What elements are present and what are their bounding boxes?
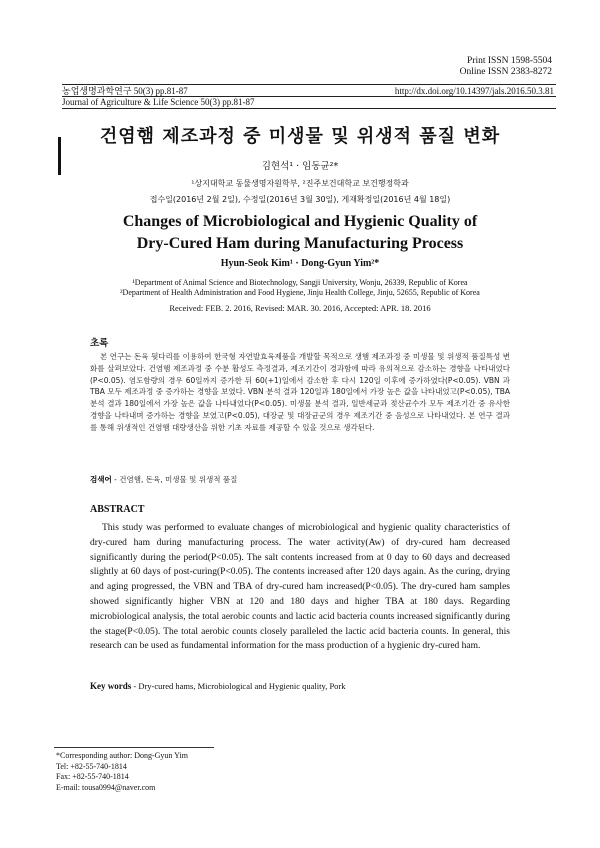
header-rule-middle xyxy=(62,96,556,97)
korean-dates: 접수일(2016년 2월 2일), 수정일(2016년 3월 30일), 게재확정일(2016년 4월 18일) xyxy=(149,195,451,204)
korean-abstract-heading: 초록 xyxy=(90,338,109,349)
footnote xyxy=(56,751,188,793)
email[interactable]: E-mail: tousa0994@naver.com xyxy=(56,782,156,792)
english-affiliation-2: ²Department of Health Administration and Food Hygiene, Jinju Health College, Jinju, 52655, Republic of Korea xyxy=(120,288,480,297)
header-rule-top xyxy=(62,84,556,85)
korean-affiliations: ¹상지대학교 동물생명자원학부, ²진주보건대학교 보건행정학과 xyxy=(191,179,409,188)
korean-abstract: 본 연구는 돈육 뒷다리를 이용하여 한국형 자연발효육제품을 개발할 목적으로 생햄 제조과정 중 미생물 및 위생적 품질특성 변화를 살펴보았다. 건염햄 제조과정 중 수분 활성도 측정결과, 제조기간이 경과함에 따라 유의적으로 감소하는 경향을 나타내었다(P<0.05). 염도함량의 경우 60일까지 증가한 뒤 60(+1)일에서 감소한 후 다시 120일 이후에 증가하였다(P<0.05). VBN 과 TBA 모두 제조과정 중 증가하는 경향을 보였다. VBN 분석 결과 120일과 180일에서 가장 높은 값을 나타내었고(P<0.05), TBA 분석 결과 180일에서 가장 높은 값을 나타내었다(P<0.05). 미생물 분석 결과, 일반세균과 젖산균수가 모두 제조기간 중 유사한 경향을 나타내며 증가하는 경향을 보였고(P<0.05), 대장균 및 대장균군의 경우 제조기간 중 음성으로 나타내었다. 본 연구 결과를 통해 위생적인 건염햄 대량생산을 위한 기초 자료를 제공할 수 있을 것으로 생각된다. xyxy=(90,352,510,432)
english-affiliations xyxy=(0,278,600,298)
fax: Fax: +82-55-740-1814 xyxy=(56,772,129,781)
english-keywords-label: Key words xyxy=(90,681,132,691)
journal-citation xyxy=(62,86,254,108)
korean-keywords-text: - 건염햄, 돈육, 미생물 및 위생적 품질 xyxy=(114,475,238,484)
english-authors: Hyun-Seok Kim¹ · Dong-Gyun Yim²* xyxy=(220,258,380,269)
english-abstract: This study was performed to evaluate changes of microbiological and hygienic quality characteristics of dry-cured ham during manufacturing process. The water activity(Aw) of dry-cured ham decreased significantly during the period(P<0.05). The salt contents increased from at 0 day to 60 days and decreased slightly at 60 days of post-curing(P<0.05). The contents increased after 120 days again. As the curing, drying and aging progressed, the VBN and TBA of dry-cured ham increased(P<0.05). The dry-cured ham samples showed significantly higher VBN at 120 and 180 days and higher TBA at 180 days. Regarding microbiological analysis, the total aerobic counts and lactic acid bacteria counts increased significantly during the stage(P<0.05). The total aerobic counts closely paralleled the lactic acid bacteria counts. In general, this research can be used as fundamental information for the mass production of a hygienic dry-cured ham. xyxy=(90,523,510,652)
korean-title: 건염햄 제조과정 중 미생물 및 위생적 품질 변화 xyxy=(99,126,501,147)
print-issn: Print ISSN 1598-5504 xyxy=(467,56,552,66)
english-title-line2: Dry-Cured Ham during Manufacturing Process xyxy=(136,235,464,252)
english-title xyxy=(0,211,600,255)
english-affiliation-1: ¹Department of Animal Science and Biotechnology, Sangji University, Wonju, 26339, Republic of Korea xyxy=(132,278,468,287)
corresponding-author: *Corresponding author: Dong-Gyun Yim xyxy=(56,751,188,760)
korean-authors: 김현석¹ · 임동균²* xyxy=(261,161,339,172)
journal-citation-ko: 농업생명과학연구 50(3) pp.81-87 xyxy=(62,86,188,96)
english-keywords-text: - Dry-cured hams, Microbiological and Hygienic quality, Pork xyxy=(131,681,346,691)
online-issn: Online ISSN 2383-8272 xyxy=(459,67,552,77)
journal-citation-en: Journal of Agriculture & Life Science 50(3) pp.81-87 xyxy=(62,97,255,107)
header-rule-bottom xyxy=(62,108,556,109)
english-abstract-heading: ABSTRACT xyxy=(90,504,145,515)
english-keywords xyxy=(90,681,346,691)
phone: Tel: +82-55-740-1814 xyxy=(56,761,127,771)
korean-keywords xyxy=(90,474,237,485)
korean-keywords-label: 검색어 xyxy=(90,475,112,484)
issn-block xyxy=(352,56,552,78)
english-title-line1: Changes of Microbiological and Hygienic Quality of xyxy=(122,213,478,230)
english-dates: Received: FEB. 2. 2016, Revised: MAR. 30. 2016, Accepted: APR. 18. 2016 xyxy=(169,303,431,313)
doi-link[interactable]: http://dx.doi.org/10.14397/jals.2016.50.3.81 xyxy=(394,86,554,96)
footnote-rule xyxy=(54,747,214,748)
